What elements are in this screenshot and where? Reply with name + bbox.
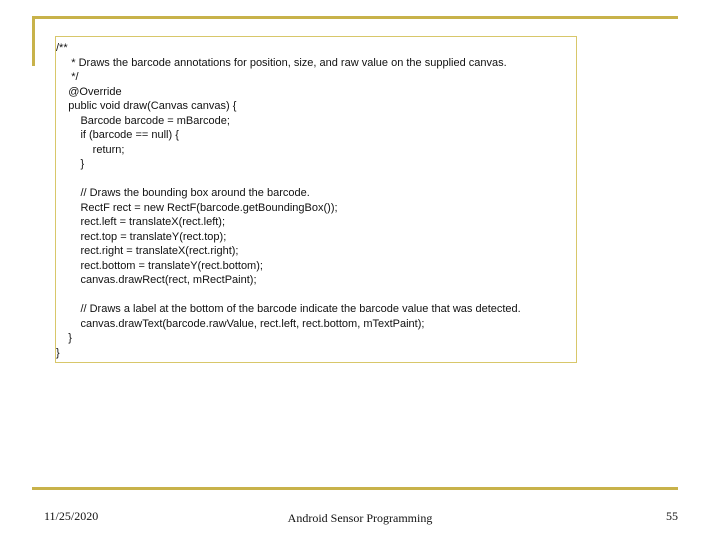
code-line: @Override (56, 85, 122, 98)
code-line (56, 172, 521, 187)
code-line: } (56, 346, 60, 359)
code-line: rect.bottom = translateY(rect.bottom); (56, 259, 263, 272)
top-frame-rule (32, 16, 678, 19)
code-line: /** (56, 42, 68, 54)
code-block (55, 36, 577, 363)
code-line: // Draws a label at the bottom of the barcode indicate the barcode value that was detected. (56, 303, 521, 315)
code-line (56, 288, 521, 303)
bottom-frame-rule (32, 487, 678, 490)
code-line: return; (56, 143, 125, 156)
footer-date: 11/25/2020 (44, 509, 99, 523)
code-line: */ (56, 71, 79, 83)
code-line: canvas.drawRect(rect, mRectPaint); (56, 274, 257, 286)
code-line: canvas.drawText(barcode.rawValue, rect.left, rect.bottom, mTextPaint); (56, 317, 425, 330)
code-line: rect.top = translateY(rect.top); (56, 230, 227, 243)
code-text (56, 41, 521, 360)
code-line: if (barcode == null) { (56, 129, 179, 141)
code-line: // Draws the bounding box around the barcode. (56, 187, 310, 199)
code-line: Barcode barcode = mBarcode; (56, 114, 230, 127)
code-line: rect.left = translateX(rect.left); (56, 216, 226, 228)
code-line: public void draw(Canvas canvas) { (56, 100, 237, 112)
footer-title: Android Sensor Programming (287, 511, 433, 525)
page-number: 55 (666, 509, 678, 523)
code-line: } (56, 158, 85, 170)
code-line: * Draws the barcode annotations for position, size, and raw value on the supplied canvas. (56, 56, 507, 69)
code-line: rect.right = translateX(rect.right); (56, 245, 239, 257)
code-line: RectF rect = new RectF(barcode.getBoundingBox()); (56, 201, 338, 214)
code-line: } (56, 332, 72, 344)
left-frame-rule (32, 16, 35, 66)
